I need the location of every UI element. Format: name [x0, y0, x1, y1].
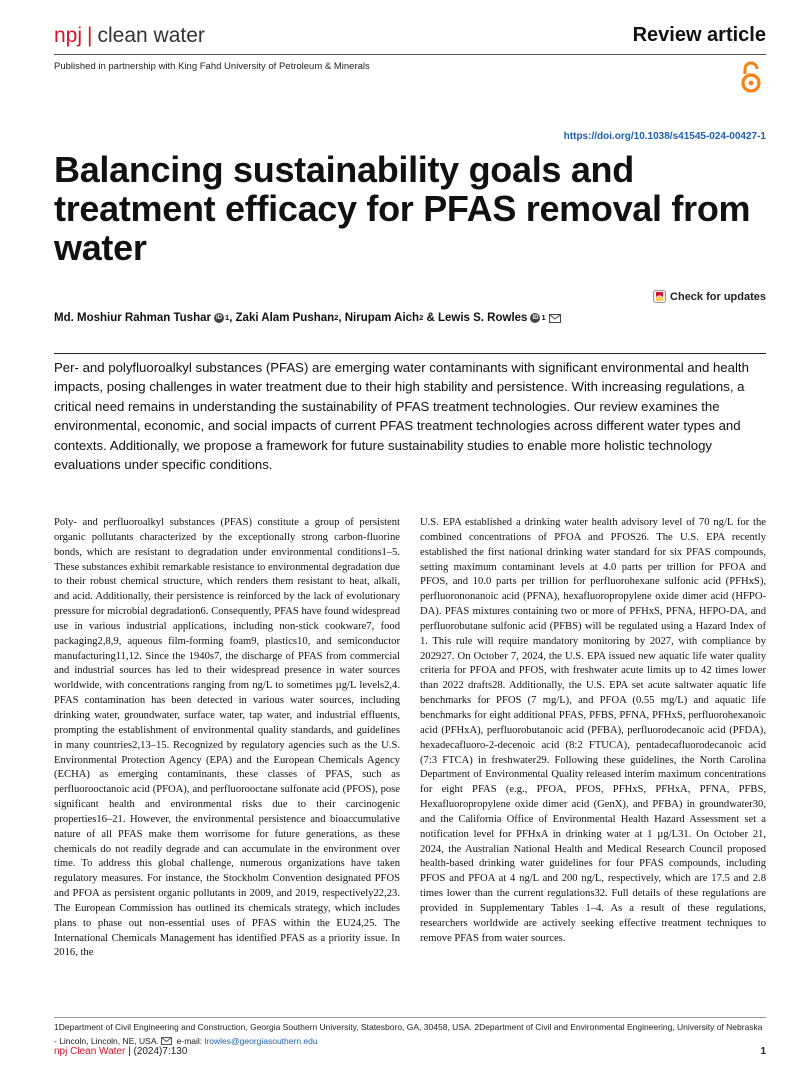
- email-label: e-mail:: [176, 1035, 203, 1046]
- partnership-note: Published in partnership with King Fahd University of Petroleum & Minerals: [54, 61, 370, 72]
- check-updates-label: Check for updates: [670, 290, 766, 303]
- article-type: Review article: [632, 24, 766, 46]
- author-name[interactable]: Nirupam Aich: [344, 312, 420, 324]
- author-separator: &: [423, 312, 438, 324]
- check-for-updates-button[interactable]: [653, 290, 766, 303]
- page-number: 1: [760, 1046, 766, 1057]
- orcid-icon[interactable]: iD: [532, 315, 539, 321]
- journal-brand[interactable]: [54, 24, 205, 48]
- affiliations-text: 1Department of Civil Engineering and Construction, Georgia Southern University, Statesboro, GA, 30458, USA. 2Department of Civil and Environmental Engineering, University of Nebraska - Lincoln, Lincoln, NE, USA.: [54, 1022, 763, 1046]
- email-link[interactable]: lrowles@georgiasouthern.edu: [204, 1035, 318, 1046]
- author-separator: ,: [338, 312, 345, 324]
- open-access-icon: [737, 60, 765, 94]
- mail-icon[interactable]: [549, 314, 561, 323]
- abstract: Per- and polyfluoroalkyl substances (PFAS) are emerging water contaminants with significant environmental and health impacts, posing challenges in water treatment due to their high stability and persistence. With increasing regulations, a critical need remains in understanding the sustainability of PFAS treatment technologies. Our review examines the environmental, economic, and social impacts of current PFAS treatment technologies across different water types and contexts. Additionally, we propose a framework for future sustainability studies to enable more holistic technology evaluations under specific conditions.: [54, 360, 749, 473]
- brand-journal-name: clean water: [97, 24, 205, 47]
- email-icon: [161, 1037, 172, 1045]
- author-name[interactable]: Lewis S. Rowles: [437, 312, 528, 324]
- abstract-divider: [54, 353, 766, 354]
- article-title: Balancing sustainability goals and treatment efficacy for PFAS removal from water: [54, 149, 751, 268]
- brand-separator: |: [87, 24, 93, 47]
- author-name[interactable]: Zaki Alam Pushan: [235, 312, 335, 324]
- footnote-divider: [54, 1017, 766, 1018]
- footer-citation: | (2024)7:130: [125, 1046, 188, 1057]
- affiliation-footnotes: [54, 1021, 766, 1048]
- doi-link[interactable]: https://doi.org/10.1038/s41545-024-00427-1: [563, 131, 766, 142]
- journal-header: [54, 22, 766, 52]
- author-list: Md. Moshiur Rahman Tushar iD 1 , Zaki Alam Pushan 2 , Nirupam Aich 2 & Lewis S. Rowles iD 1: [54, 312, 561, 324]
- header-divider: [54, 54, 766, 55]
- orcid-icon[interactable]: iD: [215, 315, 222, 321]
- author-separator: ,: [229, 312, 236, 324]
- body-column-left: Poly- and perfluoroalkyl substances (PFAS) constitute a group of persistent organic pollutants characterized by the exceptionally strong carbon-fluorine bonds, which are resistant to degradation under environmental conditions1–5. These substances exhibit remarkable resistance to environmental degradation due to their robust chemical structure, which renders them resistant to heat, alkali, and acid. Additionally, their persistence is reinforced by the lack of evolutionary pressure for microbial degradation6. Consequently, PFAS have found widespread use in various industrial applications, including non-stick cookware7, food packaging2,8,9, aqueous film-forming foam9, plastics10, and semiconductor manufacturing11,12. Since the 1940s7, the discharge of PFAS from commercial and industrial sources has led to their widespread presence in water sources worldwide, with concentrations ranging from ng/L to sometimes µg/L levels2,4. PFAS contamination has been detected in various water sources, including drinking water, groundwater, surface water, tap water, and industrial effluents, prompting the establishment of environmental quality standards, and guidelines in many countries2,13–15. Recognized by regulatory agencies such as the U.S. Environmental Protection Agency (EPA) and the European Chemicals Agency (ECHA) as emerging contaminants, these classes of PFAS, such as perfluorooctanoic acid (PFOA), and perfluorooctane sulfonate acid (PFOS), pose significant health and environmental risks due to their carcinogenic properties16–21. However, the environmental persistence and bioaccumulative nature of all PFAS make them worrisome for future generations, as these chemicals do not readily degrade and can accumulate in the environment over time. To address this global challenge, numerous organizations have taken regulatory measures. For instance, the Stockholm Convention designated PFOS and PFOA as persistent organic pollutants in 2009, and 2019, respectively22,23. The European Commission has outlined its chemicals strategy, which includes plans to phase out non-essential uses of PFAS within the EU24,25. The International Chemicals Management has identified PFAS as a priority issue. In 2016, the: [54, 517, 400, 959]
- body-column-right: U.S. EPA established a drinking water health advisory level of 70 ng/L for the combined concentrations of PFOA and PFOS26. The U.S. EPA recently established the first national drinking water standard for six PFAS compounds, setting maximum contaminant levels at 4.0 parts per trillion for PFOA and PFOS, and 10.0 parts per trillion for perfluorohexane sulfonic acid (PFHxS), perfluorononanoic acid (PFNA), hexafluoropropylene oxide dimer acid (HFPO-DA). PFAS mixtures containing two or more of PFHxS, PFNA, HFPO-DA, and perfluorobutane sulfonic acid (PFBS) will be regulated using a Hazard Index of 1. This rule will require mandatory monitoring by 2027, with compliance by 202927. On October 7, 2024, the U.S. EPA issued new aquatic life water quality criteria for PFOA and PFOS, with freshwater acute limits up to 42 times lower than 2022 drafts28. Additionally, the U.S. EPA set acute saltwater aquatic life benchmarks for PFOS (7 mg/L), and PFOA (0.55 mg/L) and aquatic life benchmarks for eight additional PFAS, PFBS, PFNA, PFHxS, perfluorohexanoic acid (PFHxA), perfluorobutanoic acid (PFBA), perfluorodecanoic acid (PFDA), hexadecafluoro-2-decenoic acid (8:2 FTUCA), pentadecafluorodecanoic acid (7:3 FTCA) in freshwater29. Following these guidelines, the North Carolina Department of Environmental Quality released interim maximum concentrations for eight PFAS (e.g., PFOA, PFOS, PFHxS, PFHxA, PFNA, PFBS, Hexafluoropropylene oxide dimer acid (GenX), and PFBA) in groundwater30, and the California Office of Environmental Health Hazard Assessment set a notification level for PFHxA in drinking water at 1 µg/L31. On October 21, 2024, the Australian National Health and Medical Research Council proposed health-based drinking water guidelines for four PFAS compounds, including PFOS and PFOA at 4 ng/L and 200 ng/L, respectively, which are 17.5 and 2.8 times lower than the current regulations32. Full details of these regulations are provided in Supplementary Tables 1–4. As a result of these regulations, researchers worldwide are actively seeking effective treatment techniques to remove PFAS from water sources.: [420, 517, 766, 944]
- check-updates-icon: [653, 290, 666, 303]
- page-footer: [54, 1046, 766, 1057]
- brand-npj: npj: [54, 24, 83, 47]
- footer-journal: npj Clean Water: [54, 1046, 126, 1057]
- author-name[interactable]: Md. Moshiur Rahman Tushar: [54, 312, 211, 324]
